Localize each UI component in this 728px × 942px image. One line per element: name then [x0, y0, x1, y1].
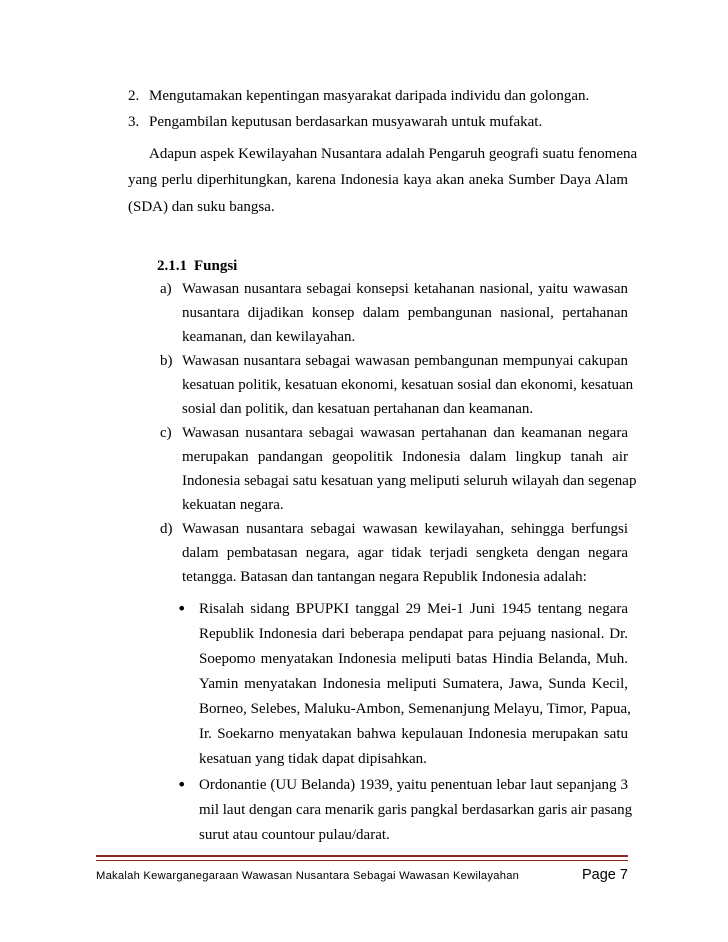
- paragraph-line: Adapun aspek Kewilayahan Nusantara adalah Pengaruh geografi suatu fenomena: [149, 146, 638, 162]
- item-line: Wawasan nusantara sebagai konsepsi ketahanan nasional, yaitu wawasan: [182, 281, 628, 297]
- bullet-line: Soepomo menyatakan Indonesia meliputi batas Hindia Belanda, Muh.: [199, 651, 628, 667]
- bullet-line: Risalah sidang BPUPKI tanggal 29 Mei-1 Juni 1945 tentang negara: [199, 601, 628, 617]
- item-line: Wawasan nusantara sebagai wawasan kewilayahan, sehingga berfungsi: [182, 521, 628, 537]
- item-label: b): [160, 353, 173, 369]
- footer-rule: [96, 855, 628, 857]
- bullet-line: Ordonantie (UU Belanda) 1939, yaitu penentuan lebar laut sepanjang 3: [199, 777, 628, 793]
- item-line: kekuatan negara.: [182, 497, 284, 513]
- bullet-line: mil laut dengan cara menarik garis pangkal berdasarkan garis air pasang: [199, 802, 633, 818]
- paragraph-line: (SDA) dan suku bangsa.: [128, 199, 275, 215]
- footer-title: Makalah Kewarganegaraan Wawasan Nusantara Sebagai Wawasan Kewilayahan: [96, 870, 520, 882]
- item-line: nusantara dijadikan konsep dalam pembangunan nasional, pertahanan: [182, 305, 628, 321]
- item-line: Wawasan nusantara sebagai wawasan pembangunan mempunyai cakupan: [182, 353, 628, 369]
- paragraph-line: yang perlu diperhitungkan, karena Indonesia kaya akan aneka Sumber Daya Alam: [128, 172, 628, 188]
- bullet-line: Republik Indonesia dari beberapa pendapat para pejuang nasional. Dr.: [199, 626, 628, 642]
- bullet-line: Borneo, Selebes, Maluku-Ambon, Semenanjung Melayu, Timor, Papua,: [199, 701, 631, 717]
- bullet-line: kesatuan yang tidak dapat dipisahkan.: [199, 751, 427, 767]
- item-label: a): [160, 281, 172, 297]
- item-line: Indonesia sebagai satu kesatuan yang meliputi seluruh wilayah dan segenap: [182, 473, 637, 489]
- bullet-line: surut atau countour pulau/darat.: [199, 827, 390, 843]
- page-number: Page 7: [582, 867, 628, 883]
- section-number: 2.1.1: [157, 258, 187, 274]
- list-number: 2.: [128, 88, 140, 104]
- bullet-line: Ir. Soekarno menyatakan bahwa kepulauan Indonesia merupakan satu: [199, 726, 628, 742]
- list-number: 3.: [128, 114, 140, 130]
- item-label: d): [160, 521, 173, 537]
- item-line: tetangga. Batasan dan tantangan negara Republik Indonesia adalah:: [182, 569, 587, 585]
- item-line: Wawasan nusantara sebagai wawasan pertahanan dan keamanan negara: [182, 425, 628, 441]
- item-line: keamanan, dan kewilayahan.: [182, 329, 356, 345]
- section-title: Fungsi: [194, 258, 238, 274]
- item-line: merupakan pandangan geopolitik Indonesia dalam lingkup tanah air: [182, 449, 628, 465]
- list-item-text: Mengutamakan kepentingan masyarakat daripada individu dan golongan.: [149, 88, 590, 104]
- bullet-icon: •: [177, 599, 187, 618]
- list-item-text: Pengambilan keputusan berdasarkan musyawarah untuk mufakat.: [149, 114, 543, 130]
- item-label: c): [160, 425, 172, 441]
- bullet-icon: •: [177, 775, 187, 794]
- item-line: sosial dan politik, dan kesatuan pertahanan dan keamanan.: [182, 401, 534, 417]
- footer-rule: [96, 860, 628, 861]
- item-line: kesatuan politik, kesatuan ekonomi, kesatuan sosial dan ekonomi, kesatuan: [182, 377, 634, 393]
- item-line: dalam pembatasan negara, agar tidak terjadi sengketa dengan negara: [182, 545, 628, 561]
- bullet-line: Yamin menyatakan Indonesia meliputi Sumatera, Jawa, Sunda Kecil,: [199, 676, 628, 692]
